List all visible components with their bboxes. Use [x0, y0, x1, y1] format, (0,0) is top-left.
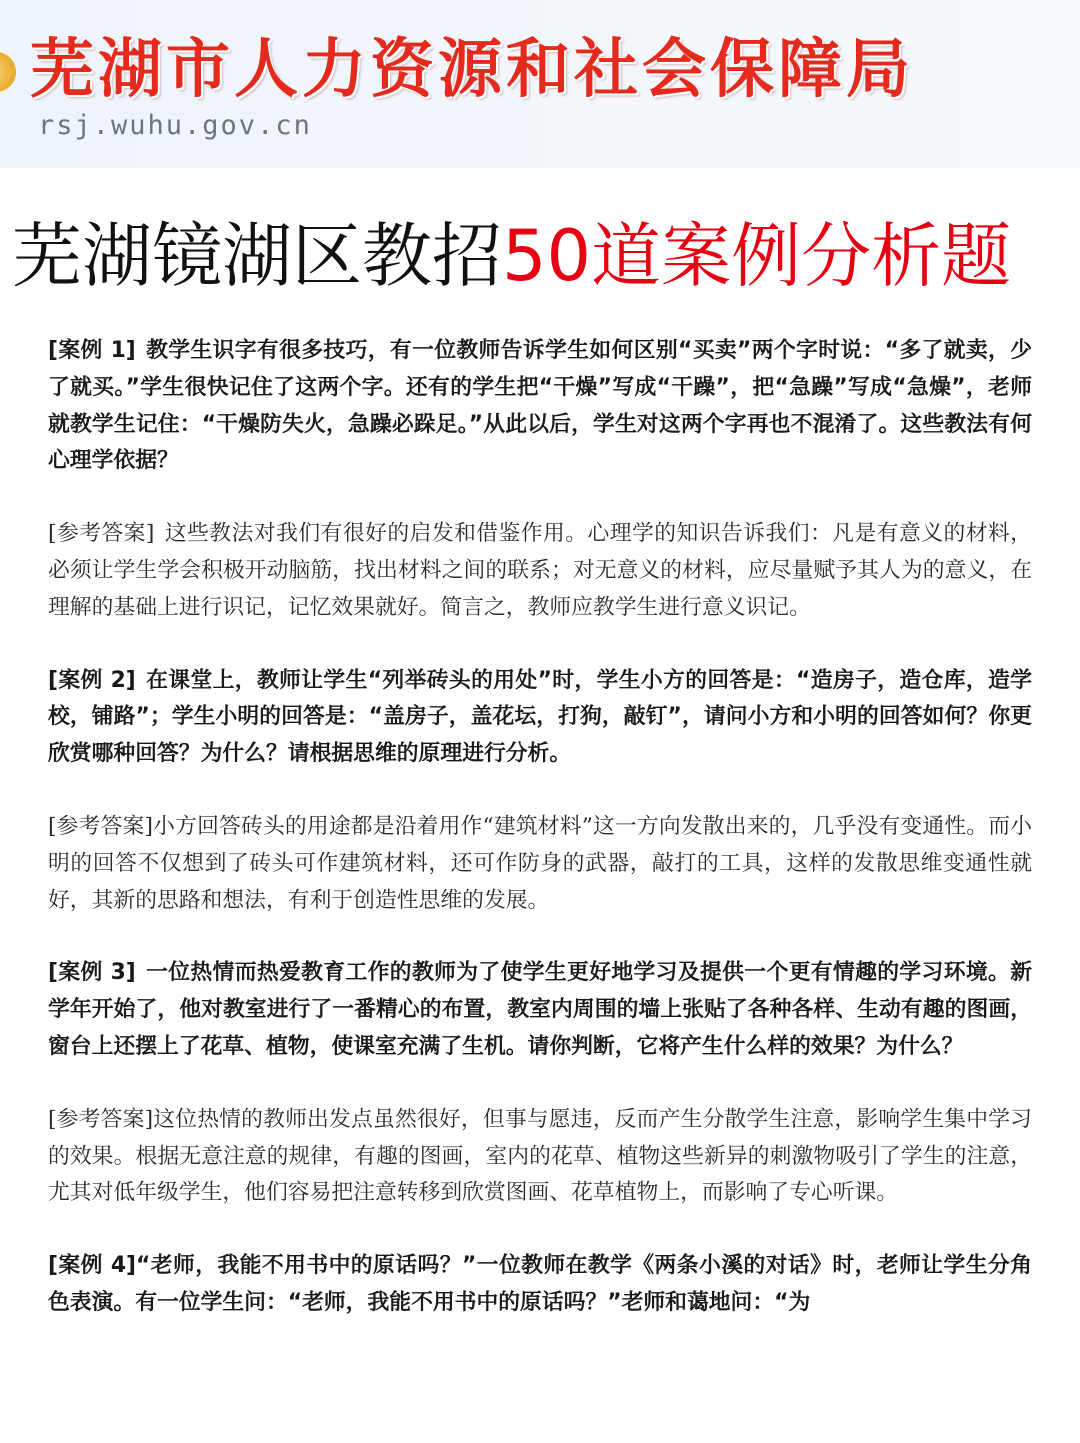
page-title-part1: 芜湖镜湖区教招 — [12, 215, 502, 297]
case-2-text: 在课堂上，教师让学生“列举砖头的用处”时，学生小方的回答是：“造房子，造仓库，造学校，铺路”；学生小明的回答是：“盖房子，盖花坛，打狗，敲钉”，请问小方和小明的回答如何？你更欣赏哪种回答？为什么？请根据思维的原理进行分析。 — [48, 667, 1033, 767]
case-4-question — [48, 1248, 1032, 1322]
case-1-text: 教学生识字有很多技巧，有一位教师告诉学生如何区别“买卖”两个字时说：“多了就卖，少了就买。”学生很快记住了这两个字。还有的学生把“干燥”写成“干躁”，把“急躁”写成“急燥”，老师就教学生记住：“干燥防失火，急躁必跺足。”从此以后，学生对这两个字再也不混淆了。这些教法有何心理学依据？ — [48, 338, 1033, 474]
case-4-text: “老师，我能不用书中的原话吗？”一位教师在教学《两条小溪的对话》时，老师让学生分角色表演。有一位学生问：“老师，我能不用书中的原话吗？”老师和蔼地问：“为 — [48, 1253, 1032, 1315]
case-1-question — [48, 333, 1032, 480]
case-1-answer-text: 这些教法对我们有很好的启发和借鉴作用。心理学的知识告诉我们：凡是有意义的材料，必须让学生学会积极开动脑筋，找出材料之间的联系；对无意义的材料，应尽量赋予其人为的意义，在理解的基础上进行识记，记忆效果就好。简言之，教师应教学生进行意义识记。 — [48, 521, 1032, 620]
case-3-answer-text: 这位热情的教师出发点虽然很好，但事与愿违，反而产生分散学生注意，影响学生集中学习的效果。根据无意注意的规律，有趣的图画，室内的花草、植物这些新异的刺激物吸引了学生的注意，尤其对低年级学生，他们容易把注意转移到欣赏图画、花草植物上，而影响了专心听课。 — [48, 1106, 1032, 1206]
case-2-label: [案例 2] — [48, 667, 136, 693]
page-title — [12, 208, 1011, 304]
case-2-answer — [48, 809, 1032, 919]
case-3-answer — [48, 1102, 1032, 1212]
case-list — [48, 333, 1032, 1358]
case-1-answer — [48, 516, 1032, 626]
case-3-answer-label: [参考答案] — [48, 1106, 154, 1132]
banner-title: 芜湖市人力资源和社会保障局 — [30, 33, 914, 107]
case-1-label: [案例 1] — [48, 338, 136, 363]
case-4-label: [案例 4] — [48, 1253, 136, 1279]
page-title-part2: 50道案例分析题 — [502, 215, 1012, 297]
header-banner — [0, 0, 1080, 168]
case-2-question — [48, 663, 1032, 773]
case-1-answer-label: [参考答案] — [48, 521, 155, 547]
case-3-label: [案例 3] — [48, 960, 136, 986]
banner-url: rsj.wuhu.gov.cn — [38, 110, 312, 141]
case-3-text: 一位热情而热爱教育工作的教师为了使学生更好地学习及提供一个更有情趣的学习环境。新学年开始了，他对教室进行了一番精心的布置，教室内周围的墙上张贴了各种各样、生动有趣的图画，窗台上还摆上了花草、植物，使课室充满了生机。请你判断，它将产生什么样的效果？为什么？ — [48, 960, 1032, 1059]
case-2-answer-text: 小方回答砖头的用途都是沿着用作“建筑材料”这一方向发散出来的，几乎没有变通性。而小明的回答不仅想到了砖头可作建筑材料，还可作防身的武器，敲打的工具，这样的发散思维变通性就好，其新的思路和想法，有利于创造性思维的发展。 — [48, 813, 1032, 913]
case-2-answer-label: [参考答案] — [48, 813, 154, 839]
bureau-emblem-icon — [0, 52, 16, 92]
case-3-question — [48, 955, 1032, 1065]
